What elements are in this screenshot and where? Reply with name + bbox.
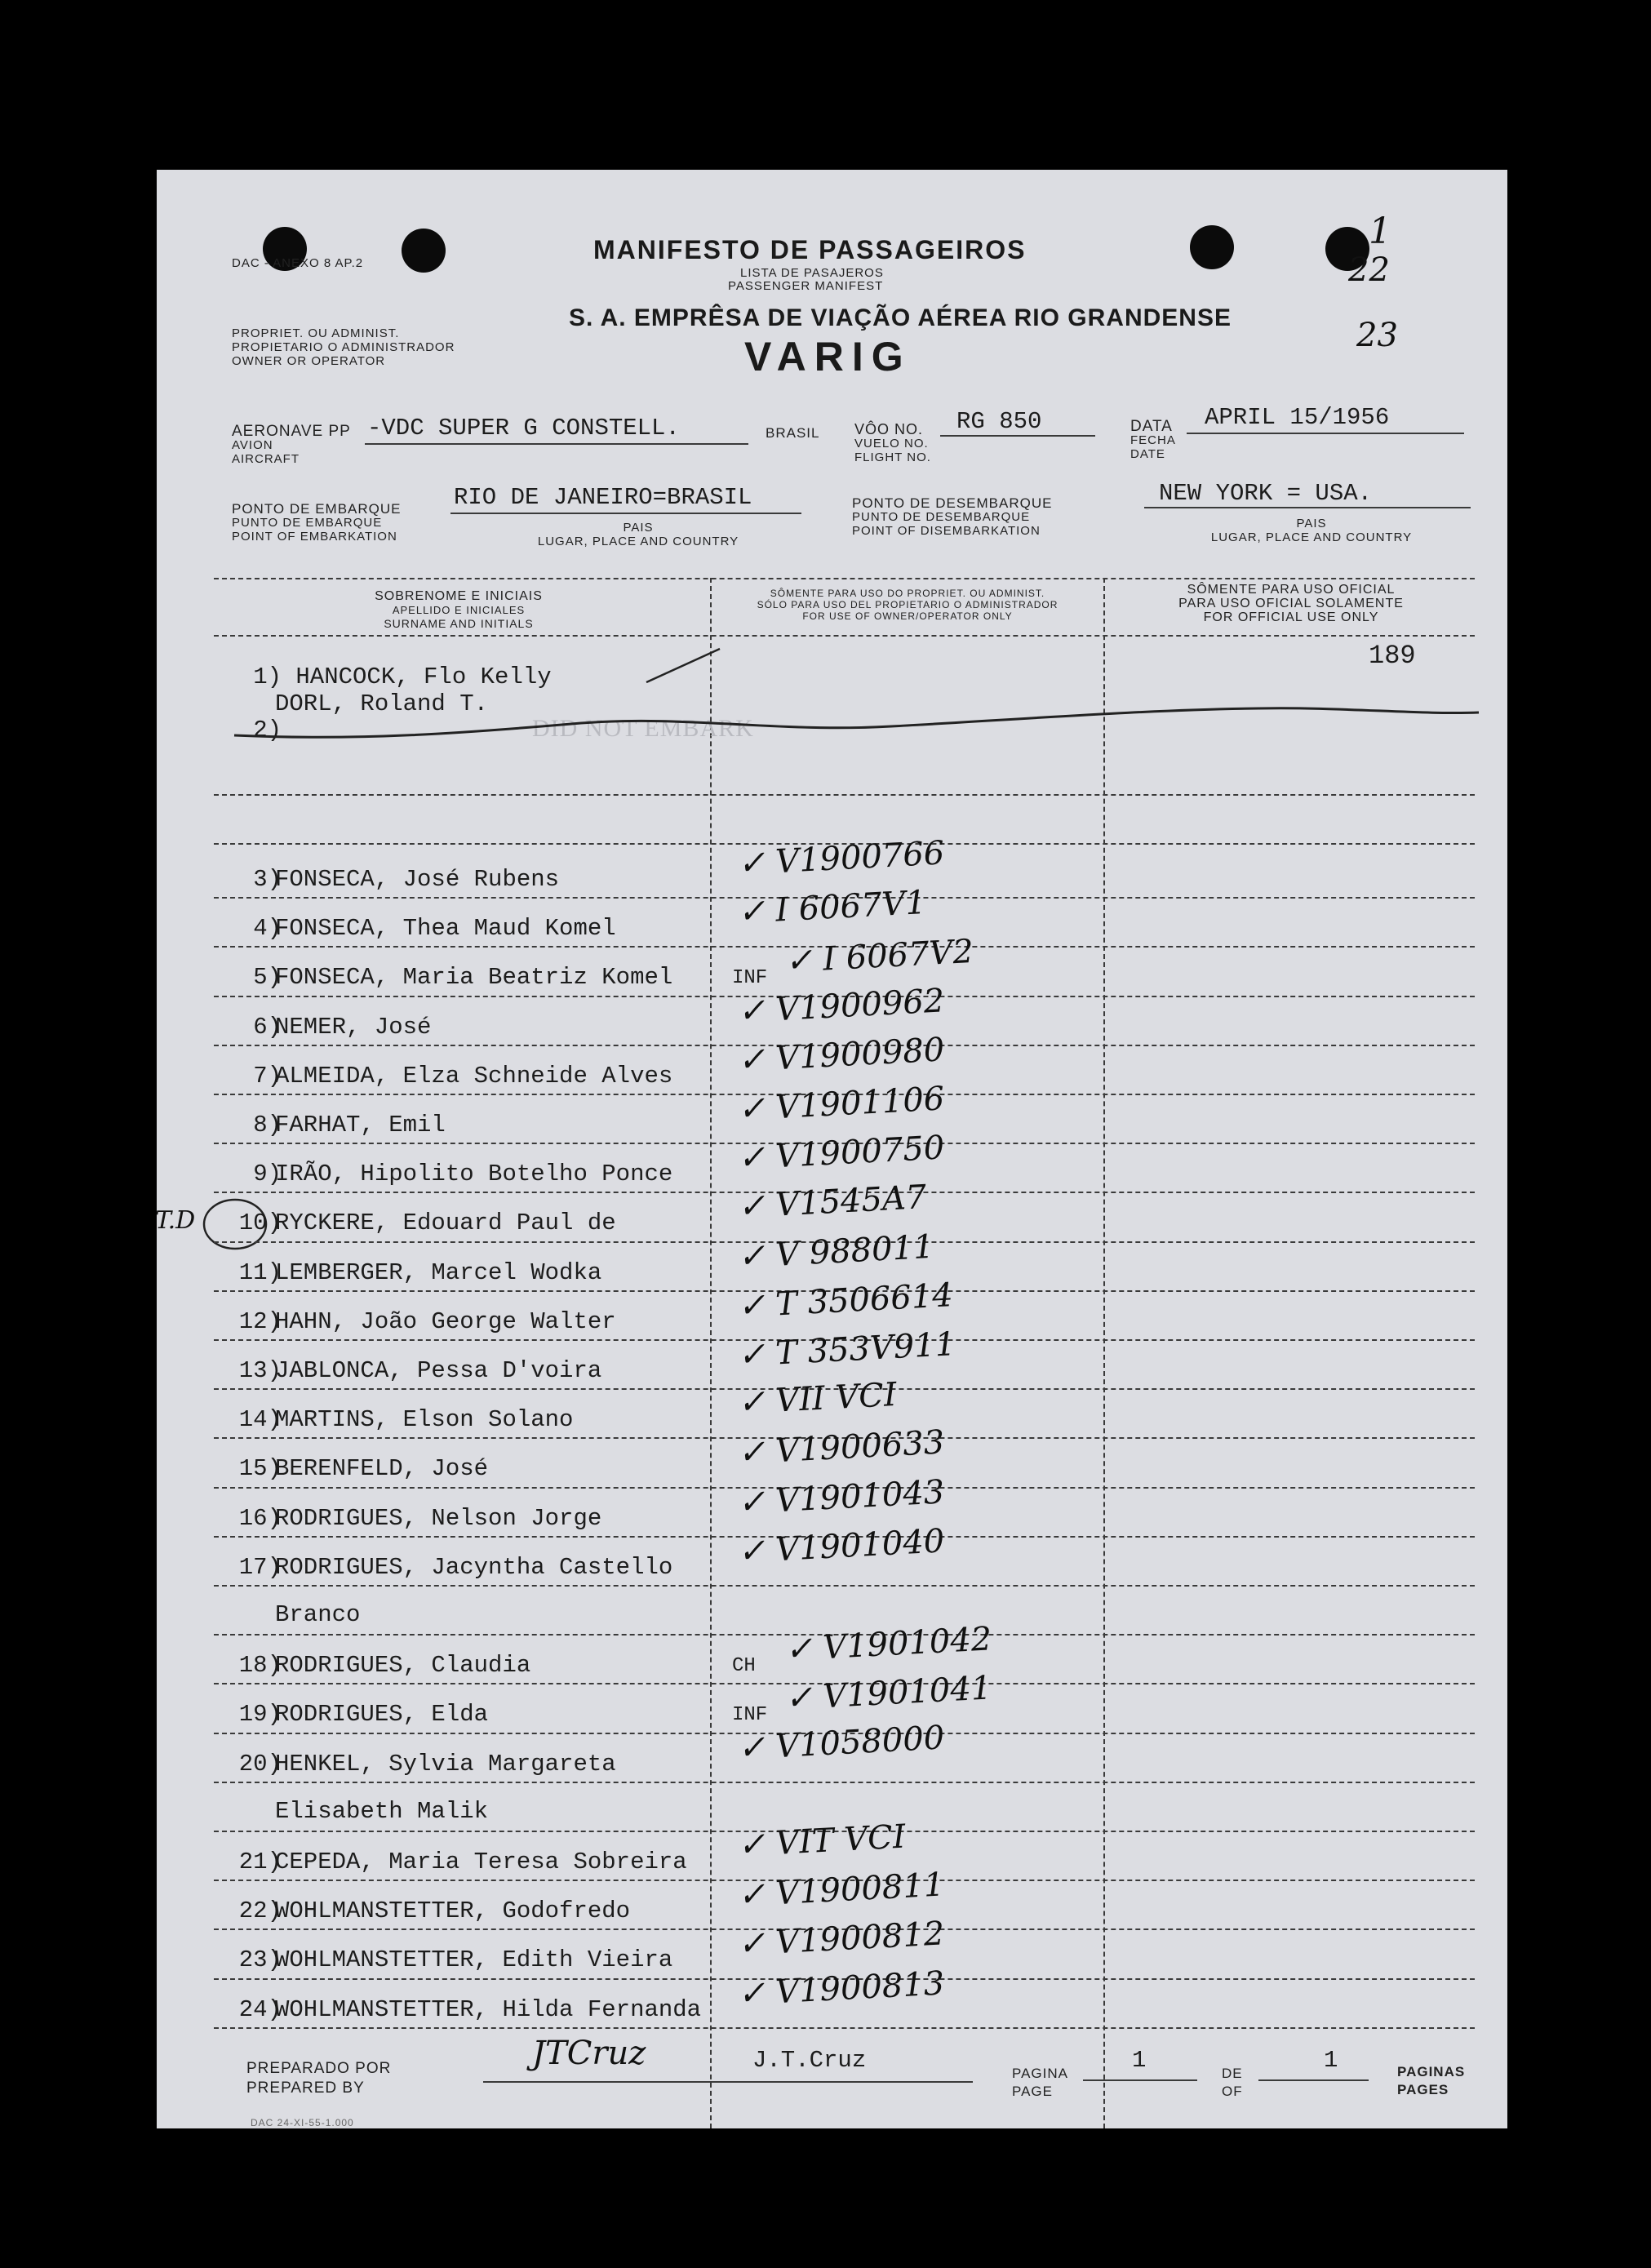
passenger-number: 23)	[238, 1946, 282, 1974]
passenger-number: 12)	[238, 1307, 282, 1335]
entry-2-name: DORL, Roland T.	[275, 690, 489, 717]
aircraft-country: BRASIL	[766, 425, 820, 441]
passenger-name: RODRIGUES, Jacyntha Castello	[275, 1553, 673, 1581]
of-value: 1	[1324, 2047, 1338, 2074]
column-owner-header: SÔMENTE PARA USO DO PROPRIET. OU ADMINIST. SÓLO PARA USO DEL PROPIETARIO O ADMINISTRADOR FOR USE OF OWNER/OPERATOR ONLY	[757, 588, 1059, 622]
passenger-number: 14)	[238, 1406, 282, 1434]
passenger-check-mark: ✓ T 3506614	[736, 1276, 954, 1325]
passenger-check-mark: ✓ I 6067V2	[783, 933, 974, 981]
did-not-embark-stamp: DID NOT EMBARK	[532, 715, 754, 742]
passenger-name: LEMBERGER, Marcel Wodka	[275, 1258, 602, 1286]
passenger-name: RODRIGUES, Elda	[275, 1701, 489, 1729]
passenger-number: 11)	[238, 1258, 282, 1286]
passenger-name: WOHLMANSTETTER, Hilda Fernanda	[275, 1995, 702, 2023]
passenger-check-mark: ✓ V1900813	[736, 1964, 946, 2013]
passenger-name: CEPEDA, Maria Teresa Sobreira	[275, 1849, 687, 1875]
passenger-number: 16)	[238, 1504, 282, 1532]
company-name: S. A. EMPRÊSA DE VIAÇÃO AÉREA RIO GRANDENSE	[569, 304, 1232, 331]
manifest-sheet	[157, 170, 1507, 2128]
passenger-number: 17)	[238, 1553, 282, 1581]
passenger-name: WOHLMANSTETTER, Godofredo	[275, 1897, 631, 1925]
column-surname-header: SOBRENOME E INICIAIS APELLIDO E INICIALES SURNAME AND INITIALS	[375, 589, 543, 630]
passenger-name: FONSECA, José Rubens	[275, 866, 560, 893]
embark-value: RIO DE JANEIRO=BRASIL	[454, 484, 752, 511]
passenger-check-mark: ✓ V1900633	[736, 1423, 946, 1472]
disembark-label: PONTO DE DESEMBARQUE PUNTO DE DESEMBARQUE POINT OF DISEMBARKATION	[852, 495, 1053, 538]
disembark-value: NEW YORK = USA.	[1159, 480, 1373, 507]
date-value: APRIL 15/1956	[1205, 404, 1390, 431]
passenger-check-mark: ✓ VII VCI	[736, 1376, 898, 1422]
passenger-check-mark: ✓ V1901040	[736, 1522, 946, 1571]
manifest-subtitle-en: PASSENGER MANIFEST	[728, 279, 884, 293]
passenger-check-mark: ✓ V1900811	[736, 1866, 946, 1915]
passenger-check-mark: ✓ V1058000	[736, 1718, 946, 1768]
passenger-number: 4)	[253, 915, 282, 943]
flight-value: RG 850	[956, 408, 1042, 435]
passenger-check-mark: ✓ V1900766	[736, 834, 946, 883]
passenger-check-mark: ✓ V1901042	[783, 1620, 993, 1669]
aircraft-value: -VDC SUPER G CONSTELL.	[367, 415, 680, 442]
flight-label: VÔO NO. VUELO NO. FLIGHT NO.	[854, 421, 931, 464]
passenger-check-mark: ✓ V1545A7	[736, 1178, 928, 1227]
passenger-number: 10)	[238, 1209, 282, 1237]
passenger-row	[157, 1522, 1507, 1588]
passenger-check-mark: ✓ V1900980	[736, 1031, 946, 1080]
passenger-number: 7)	[253, 1062, 282, 1090]
date-label: DATA FECHA DATE	[1130, 418, 1176, 461]
margin-note: T.D	[155, 1206, 196, 1235]
passenger-number: 20)	[238, 1750, 282, 1778]
manifest-subtitle-es: LISTA DE PASAJEROS	[740, 266, 884, 280]
disembark-country-label: PAIS LUGAR, PLACE AND COUNTRY	[1210, 517, 1413, 544]
passenger-name: MARTINS, Elson Solano	[275, 1406, 574, 1434]
passenger-check-mark: ✓ I 6067V1	[736, 884, 927, 932]
page-annotation: 23	[1356, 317, 1398, 354]
entry-2-num: 2)	[253, 717, 282, 743]
of-label: DE OF	[1222, 2066, 1243, 2099]
passenger-number: 9)	[253, 1161, 282, 1188]
passenger-number: 13)	[238, 1357, 282, 1384]
page-annotation: 22	[1348, 251, 1390, 289]
page-label: PAGINA PAGE	[1012, 2066, 1068, 2099]
passenger-name: IRÃO, Hipolito Botelho Ponce	[275, 1161, 673, 1188]
passenger-number: 22)	[238, 1897, 282, 1925]
form-code: DAC - ANEXO 8 AP.2	[232, 256, 364, 270]
passenger-name: FARHAT, Emil	[275, 1112, 446, 1138]
passenger-row	[157, 1718, 1507, 1785]
passenger-name: RODRIGUES, Claudia	[275, 1652, 531, 1680]
passenger-name: HENKEL, Sylvia Margareta	[275, 1750, 616, 1778]
passenger-number: 15)	[238, 1455, 282, 1483]
passenger-check-mark: ✓ V1900812	[736, 1915, 946, 1964]
passenger-check-mark: ✓ V1900962	[736, 981, 946, 1031]
passenger-name: JABLONCA, Pessa D'voira	[275, 1357, 602, 1384]
embark-country-label: PAIS LUGAR, PLACE AND COUNTRY	[537, 521, 739, 548]
passenger-check-mark: ✓ V1901106	[736, 1080, 946, 1129]
manifest-title: MANIFESTO DE PASSAGEIROS	[593, 235, 1027, 264]
passenger-name-continuation: Branco	[275, 1601, 361, 1628]
passenger-number: 8)	[253, 1112, 282, 1138]
passenger-check-mark: ✓ V1901041	[783, 1669, 993, 1718]
strike-through	[157, 170, 1507, 790]
passenger-number: 18)	[238, 1652, 282, 1680]
passenger-number: 19)	[238, 1701, 282, 1729]
passenger-name: FONSECA, Maria Beatriz Komel	[275, 964, 673, 992]
passenger-tag: INF	[732, 967, 768, 990]
aircraft-label: AERONAVE PP AVION AIRCRAFT	[232, 423, 351, 466]
passenger-number: 24)	[238, 1995, 282, 2023]
passenger-check-mark: ✓ V1900750	[736, 1129, 946, 1178]
passenger-check-mark: ✓ T 353V911	[736, 1325, 957, 1374]
brand-name: VARIG	[744, 334, 912, 379]
passenger-name-continuation: Elisabeth Malik	[275, 1797, 489, 1825]
passenger-number: 21)	[238, 1849, 282, 1875]
passenger-tag: CH	[732, 1655, 756, 1678]
official-count: 189	[1369, 641, 1416, 671]
passenger-tag: INF	[732, 1704, 768, 1727]
passenger-number: 3)	[253, 866, 282, 893]
prepared-name: J.T.Cruz	[752, 2047, 867, 2074]
passenger-name: WOHLMANSTETTER, Edith Vieira	[275, 1946, 673, 1974]
passenger-check-mark: ✓ V 988011	[736, 1227, 935, 1276]
passenger-name: HAHN, João George Walter	[275, 1307, 616, 1335]
passenger-row	[157, 1964, 1507, 2031]
entry-1: 1) HANCOCK, Flo Kelly	[253, 664, 552, 690]
passenger-name: RODRIGUES, Nelson Jorge	[275, 1504, 602, 1532]
passenger-name: ALMEIDA, Elza Schneide Alves	[275, 1062, 673, 1090]
passenger-check-mark: ✓ VIT VCI	[736, 1818, 907, 1865]
column-official-header: SÔMENTE PARA USO OFICIAL PARA USO OFICIAL SOLAMENTE FOR OFFICIAL USE ONLY	[1178, 583, 1404, 624]
page-value: 1	[1132, 2047, 1147, 2074]
page-annotation: 1	[1369, 211, 1391, 252]
passenger-name: NEMER, José	[275, 1013, 432, 1041]
signature: JTCruz	[532, 2035, 646, 2072]
print-code: DAC 24-XI-55-1.000	[251, 2117, 354, 2128]
passenger-name: FONSECA, Thea Maud Komel	[275, 915, 616, 943]
embark-label: PONTO DE EMBARQUE PUNTO DE EMBARQUE POINT OF EMBARKATION	[232, 501, 402, 544]
passenger-check-mark: ✓ V1901043	[736, 1472, 946, 1522]
pages-label: PAGINAS PAGES	[1397, 2064, 1466, 2097]
passenger-number: 6)	[253, 1013, 282, 1041]
prepared-label: PREPARADO POR PREPARED BY	[246, 2060, 392, 2097]
passenger-number: 5)	[253, 964, 282, 992]
owner-label: PROPRIET. OU ADMINIST. PROPIETARIO O ADMINISTRADOR OWNER OR OPERATOR	[232, 326, 455, 368]
passenger-name: BERENFELD, José	[275, 1455, 489, 1483]
passenger-name: RYCKERE, Edouard Paul de	[275, 1209, 616, 1237]
